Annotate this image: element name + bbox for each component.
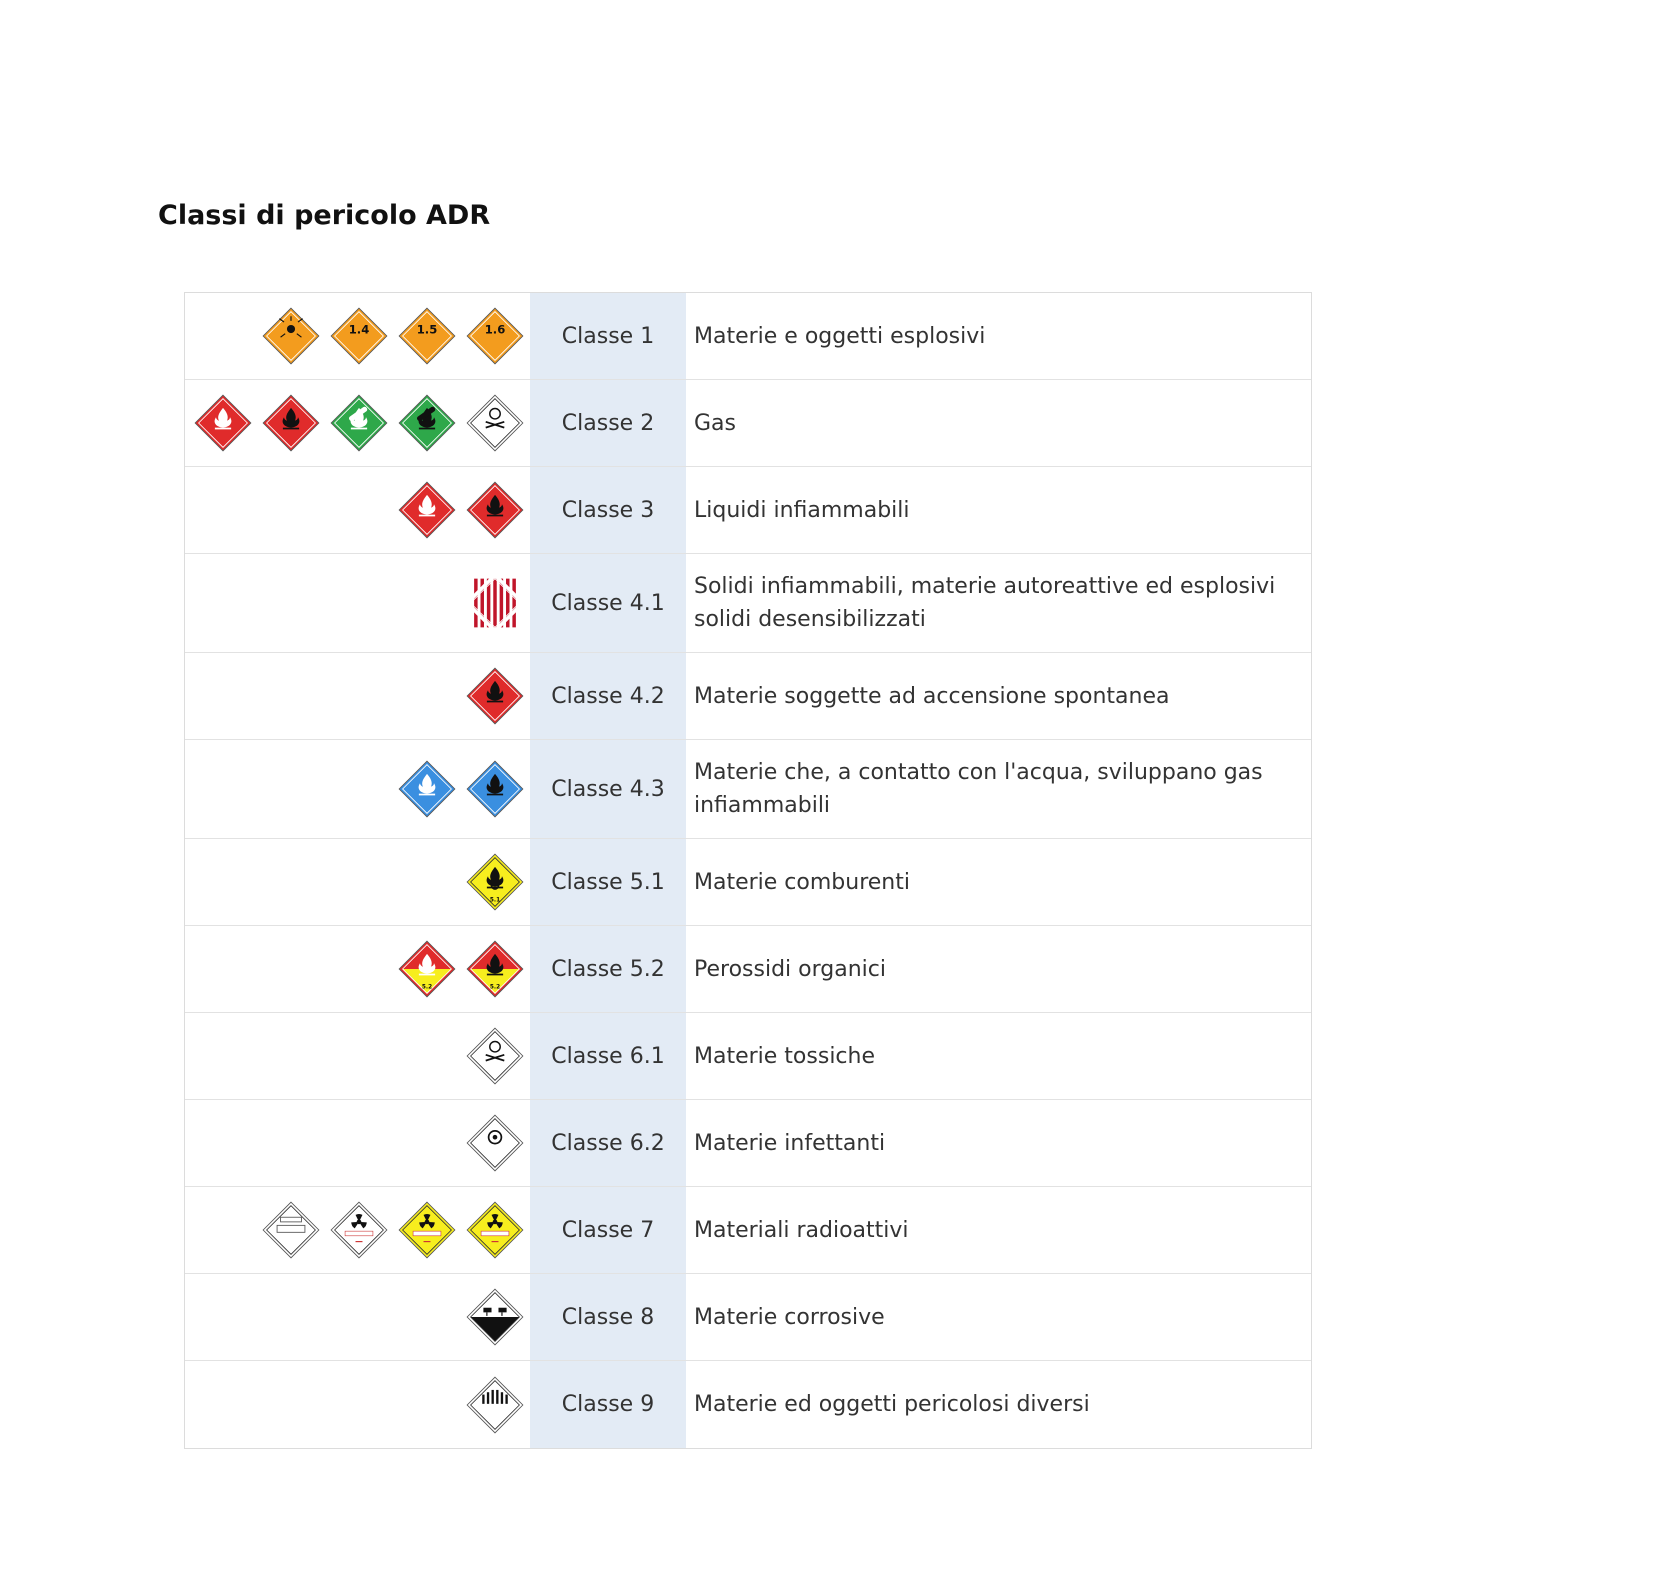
class-description: Solidi infiammabili, materie autoreattive ed esplosivi solidi desensibilizzati: [694, 574, 1276, 632]
svg-text:1.5: 1.5: [416, 322, 438, 337]
oxidizer-flame-over-circle-icon: [466, 853, 524, 911]
table-row: [185, 1100, 1311, 1187]
class-description: Gas: [694, 410, 736, 436]
class-description: Liquidi infiammabili: [694, 497, 910, 523]
class-description: Materie ed oggetti pericolosi diversi: [694, 1392, 1090, 1417]
table-row: [185, 1013, 1311, 1100]
table-row: [185, 653, 1311, 740]
class-label: Classe 9: [530, 1361, 686, 1448]
hazard-labels-cell: [185, 467, 530, 553]
table-row: [185, 554, 1311, 653]
class-label: Classe 3: [530, 467, 686, 553]
class-description: Materie comburenti: [694, 869, 910, 895]
class-label: Classe 5.2: [530, 926, 686, 1012]
hazard-labels-cell: [185, 380, 530, 466]
hazard-labels-cell: [185, 1187, 530, 1273]
radioactive-yellow-iii-icon: [466, 1201, 524, 1259]
corrosive-icon: [466, 1288, 524, 1346]
svg-text:5.2: 5.2: [489, 984, 501, 991]
non-flammable-gas-black-icon: [398, 394, 456, 452]
class-label: Classe 2: [530, 380, 686, 466]
class-description: Materie e oggetti esplosivi: [694, 323, 986, 349]
hazard-labels-cell: [185, 926, 530, 1012]
explosive-1-4-icon: [330, 307, 388, 365]
hazard-labels-cell: [185, 653, 530, 739]
class-description: Perossidi organici: [694, 956, 886, 982]
hazard-labels-cell: [185, 1361, 530, 1448]
table-row: [185, 839, 1311, 926]
class-description: Materie tossiche: [694, 1043, 876, 1069]
class-label: Classe 8: [530, 1274, 686, 1360]
dangerous-when-wet-black-icon: [466, 760, 524, 818]
table-row: [185, 293, 1311, 380]
class-label: Classe 4.3: [530, 740, 686, 838]
table-row: [185, 467, 1311, 554]
hazard-labels-cell: [185, 293, 530, 379]
hazard-labels-cell: [185, 554, 530, 652]
organic-peroxide-black-flame-icon: [466, 940, 524, 998]
explosive-1-6-icon: [466, 307, 524, 365]
table-row: [185, 740, 1311, 839]
table-row: [185, 926, 1311, 1013]
class-label: Classe 5.1: [530, 839, 686, 925]
dangerous-when-wet-white-icon: [398, 760, 456, 818]
explosive-bomb-icon: [262, 307, 320, 365]
table-row: [185, 1361, 1311, 1448]
toxic-gas-skull-icon: [466, 394, 524, 452]
organic-peroxide-white-flame-icon: [398, 940, 456, 998]
class-description: Materie soggette ad accensione spontanea: [694, 683, 1170, 709]
table-row: [185, 380, 1311, 467]
toxic-skull-icon: [466, 1027, 524, 1085]
miscellaneous-stripes-icon: [466, 1376, 524, 1434]
page-title: Classi di pericolo ADR: [158, 200, 491, 231]
svg-text:1.6: 1.6: [484, 322, 506, 337]
spontaneous-combustion-icon: [466, 667, 524, 725]
hazard-labels-cell: [185, 1100, 530, 1186]
class-label: Classe 6.1: [530, 1013, 686, 1099]
hazard-labels-cell: [185, 740, 530, 838]
svg-text:5.1: 5.1: [489, 897, 501, 904]
class-description: Materie che, a contatto con l'acqua, sviluppano gas infiammabili: [694, 760, 1263, 818]
flammable-gas-black-flame-icon: [262, 394, 320, 452]
class-description: Materie infettanti: [694, 1130, 886, 1156]
hazard-class-table: [184, 292, 1312, 1449]
radioactive-yellow-icon: [398, 1201, 456, 1259]
class-description: Materiali radioattivi: [694, 1217, 909, 1243]
class-label: Classe 1: [530, 293, 686, 379]
explosive-1-5-icon: [398, 307, 456, 365]
hazard-labels-cell: [185, 839, 530, 925]
biohazard-icon: [466, 1114, 524, 1172]
class-label: Classe 4.2: [530, 653, 686, 739]
flammable-liquid-white-flame-icon: [398, 481, 456, 539]
class-label: Classe 6.2: [530, 1100, 686, 1186]
class-label: Classe 4.1: [530, 554, 686, 652]
table-row: [185, 1274, 1311, 1361]
class-label: Classe 7: [530, 1187, 686, 1273]
flammable-liquid-black-flame-icon: [466, 481, 524, 539]
flammable-gas-white-flame-icon: [194, 394, 252, 452]
table-row: [185, 1187, 1311, 1274]
class-description: Materie corrosive: [694, 1304, 885, 1330]
hazard-labels-cell: [185, 1274, 530, 1360]
non-flammable-gas-white-icon: [330, 394, 388, 452]
fissile-icon: [262, 1201, 320, 1259]
svg-text:1.4: 1.4: [348, 322, 370, 337]
radioactive-white-icon: [330, 1201, 388, 1259]
hazard-labels-cell: [185, 1013, 530, 1099]
svg-text:5.2: 5.2: [421, 984, 433, 991]
flammable-solid-striped-icon: [466, 574, 524, 632]
